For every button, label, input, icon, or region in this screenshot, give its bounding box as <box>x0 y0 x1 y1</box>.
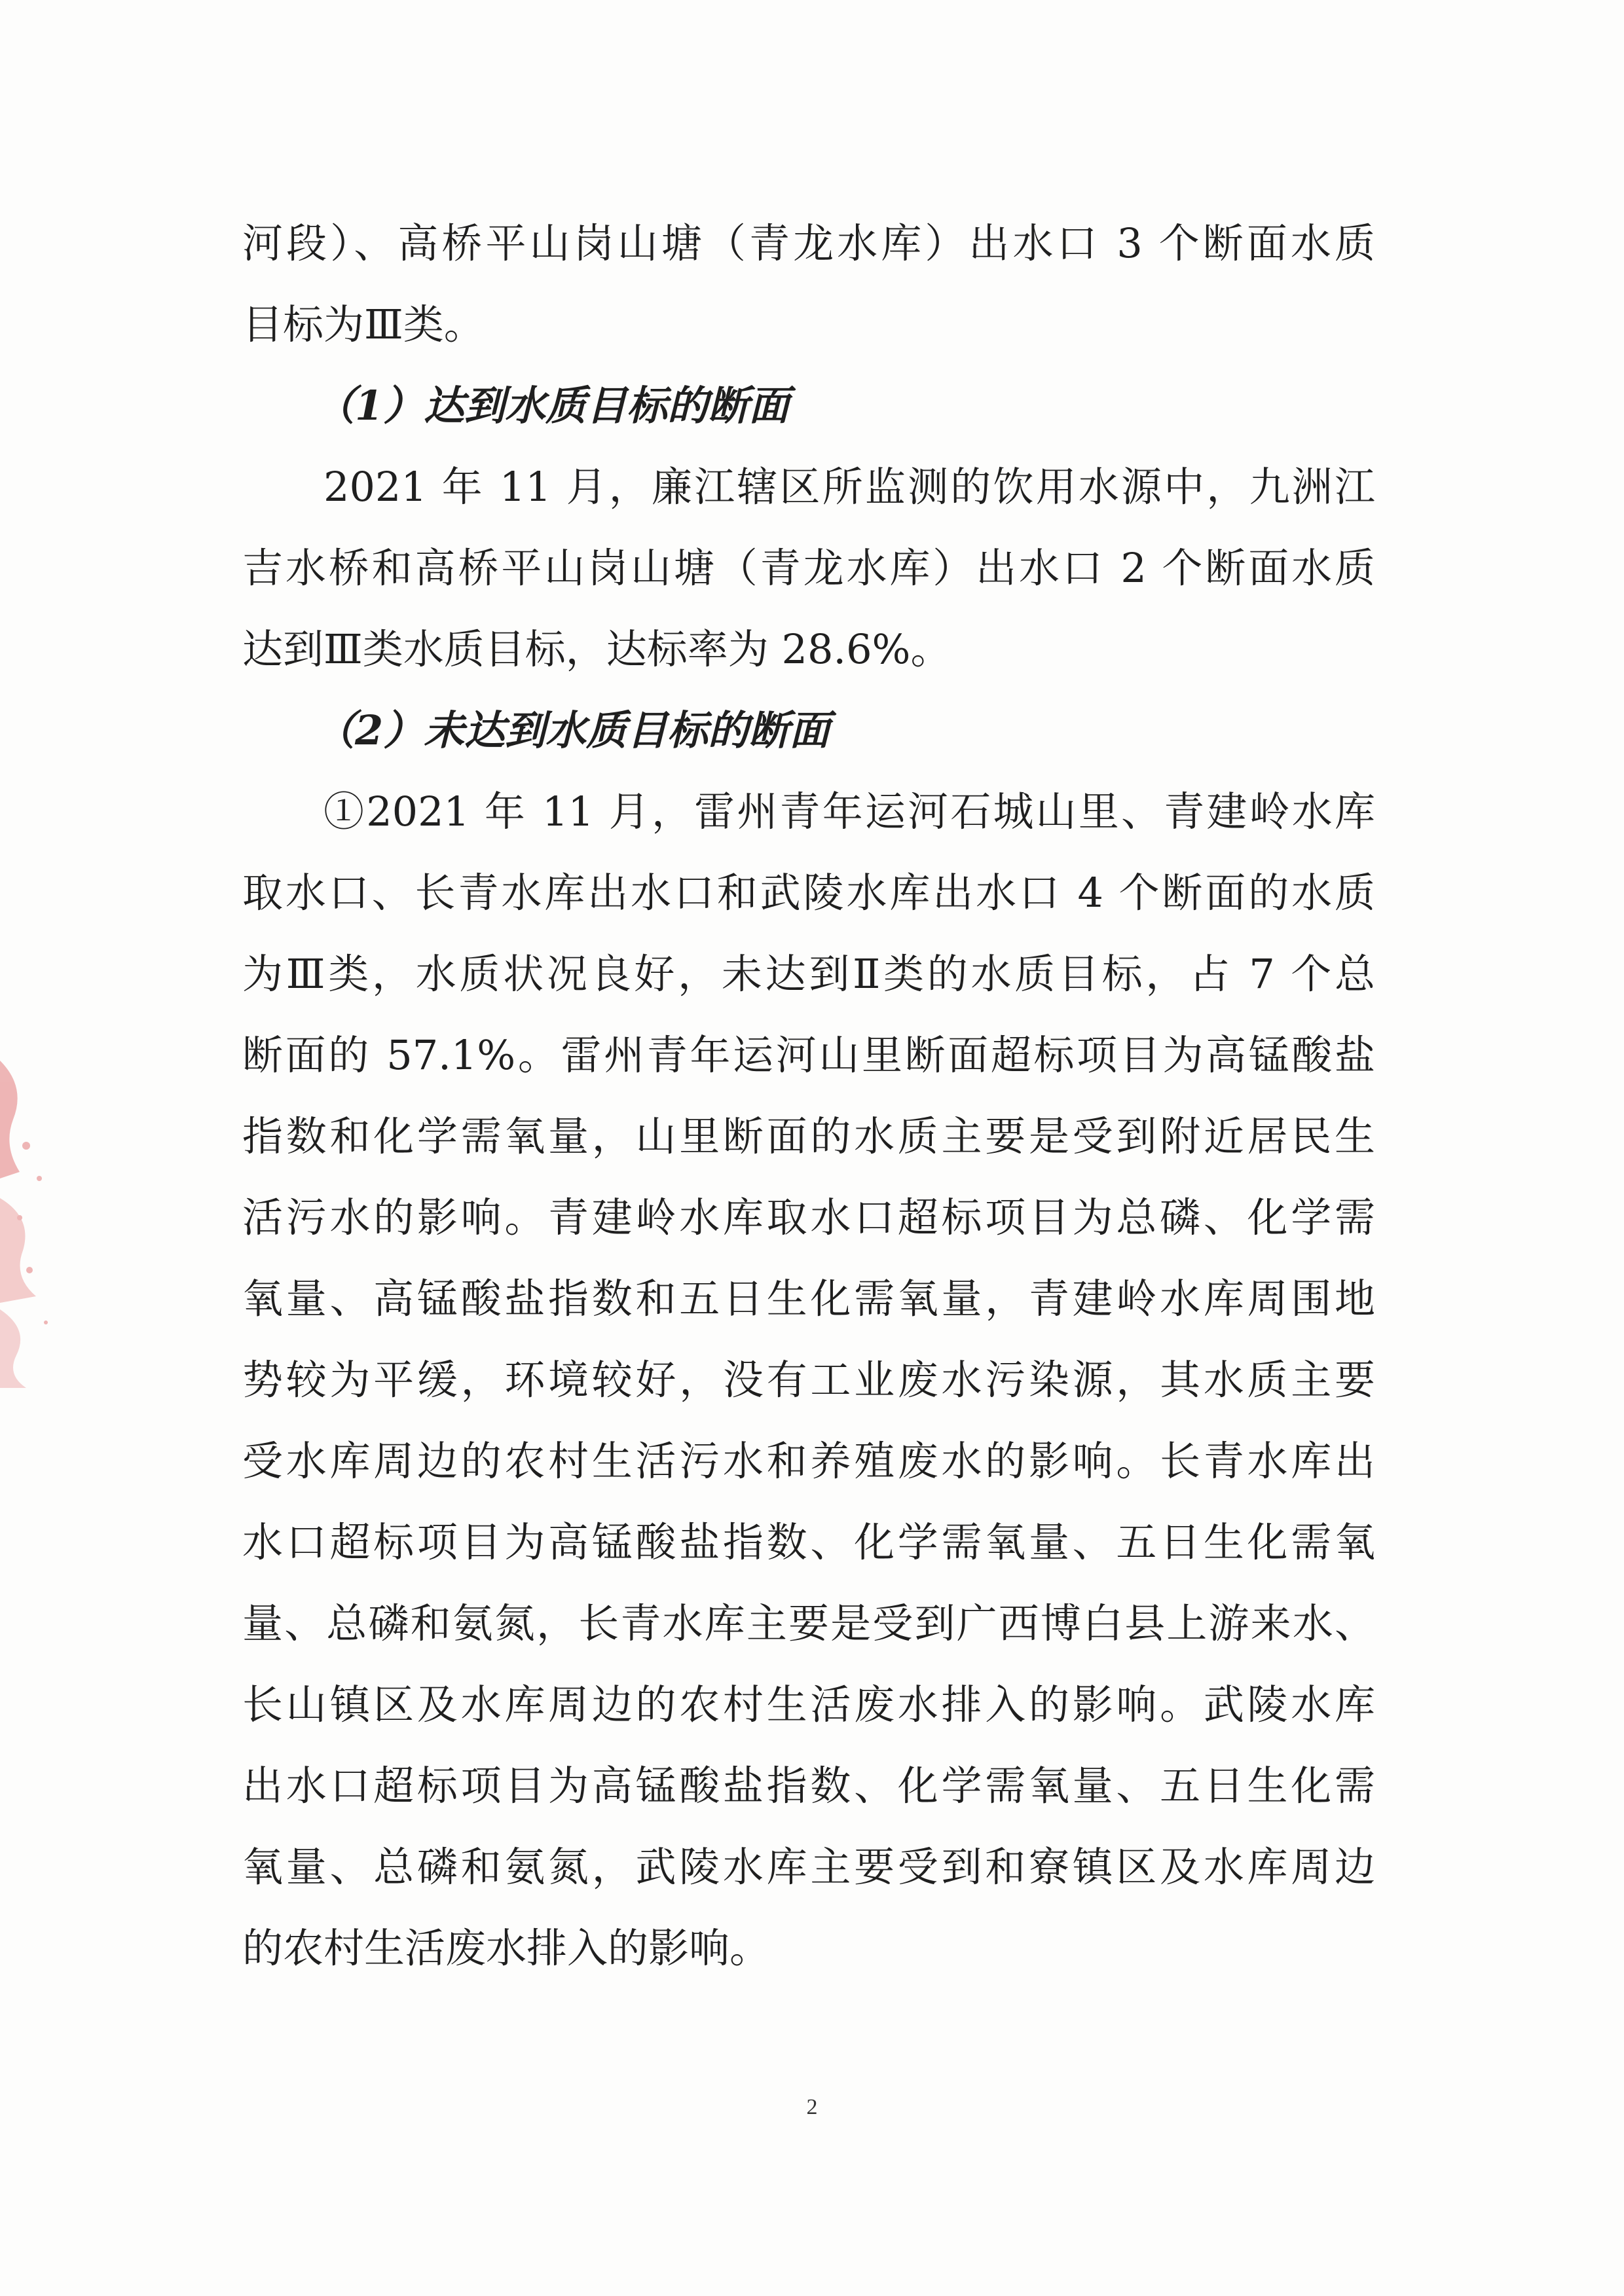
text-line: 量、总磷和氨氮，长青水库主要是受到广西博白县上游来水、 <box>242 1599 1375 1647</box>
text-line: 活污水的影响。青建岭水库取水口超标项目为总磷、化学需 <box>242 1194 1375 1241</box>
red-seal-stamp-fragment <box>0 1048 59 1388</box>
text-line: 的农村生活废水排入的影响。 <box>242 1924 771 1972</box>
text-line: 指数和化学需氧量，山里断面的水质主要是受到附近居民生 <box>242 1112 1375 1160</box>
text-line: 达到Ⅲ类水质目标，达标率为 28.6%。 <box>242 625 951 673</box>
page-number: 2 <box>806 2095 818 2119</box>
text-line: 取水口、长青水库出水口和武陵水库出水口 4 个断面的水质 <box>242 869 1375 917</box>
text-line: 2021 年 11 月，廉江辖区所监测的饮用水源中，九洲江 <box>323 463 1375 511</box>
text-line: 势较为平缓，环境较好，没有工业废水污染源，其水质主要 <box>242 1356 1375 1404</box>
text-line: 受水库周边的农村生活污水和养殖废水的影响。长青水库出 <box>242 1437 1375 1485</box>
text-line: ①2021 年 11 月，雷州青年运河石城山里、青建岭水库 <box>323 788 1375 835</box>
text-line: 为Ⅲ类，水质状况良好，未达到Ⅱ类的水质目标，占 7 个总 <box>242 950 1375 998</box>
text-line: 水口超标项目为高锰酸盐指数、化学需氧量、五日生化需氧 <box>242 1518 1375 1566</box>
section-heading: （2）未达到水质目标的断面 <box>314 706 830 754</box>
text-line: 断面的 57.1%。雷州青年运河山里断面超标项目为高锰酸盐 <box>242 1031 1375 1079</box>
text-line: 氧量、总磷和氨氮，武陵水库主要受到和寮镇区及水库周边 <box>242 1843 1375 1891</box>
text-line: 长山镇区及水库周边的农村生活废水排入的影响。武陵水库 <box>242 1681 1375 1728</box>
text-line: 河段）、高桥平山岗山塘（青龙水库）出水口 3 个断面水质 <box>242 219 1375 267</box>
text-line: 目标为Ⅲ类。 <box>242 301 485 348</box>
text-line: 氧量、高锰酸盐指数和五日生化需氧量，青建岭水库周围地 <box>242 1275 1375 1322</box>
section-heading: （1）达到水质目标的断面 <box>314 382 790 429</box>
text-line: 吉水桥和高桥平山岗山塘（青龙水库）出水口 2 个断面水质 <box>242 544 1375 592</box>
text-line: 出水口超标项目为高锰酸盐指数、化学需氧量、五日生化需 <box>242 1762 1375 1810</box>
